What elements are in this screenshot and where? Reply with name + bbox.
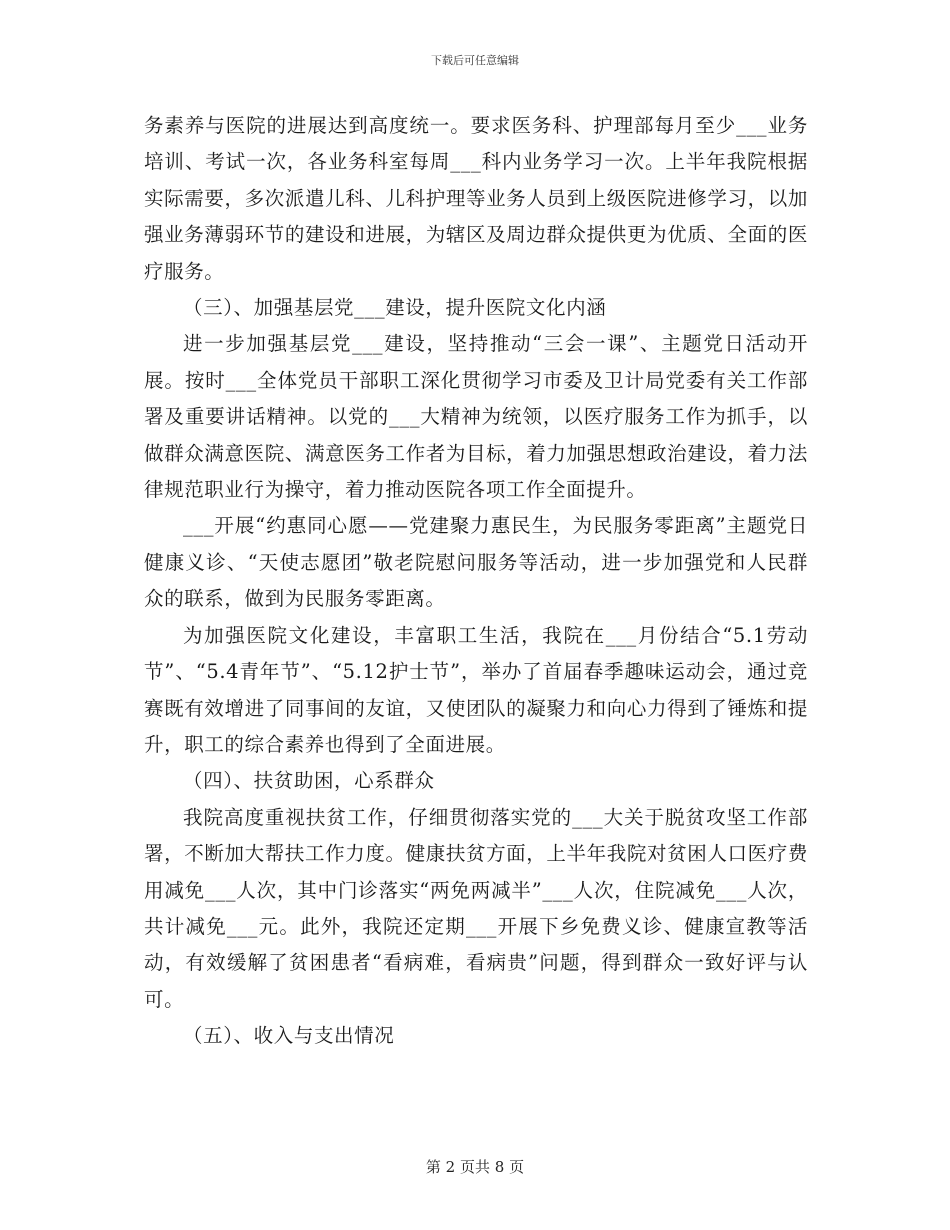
- paragraph-poverty-relief: 我院高度重视扶贫工作，仔细贯彻落实党的___大关于脱贫攻坚工作部署，不断加大帮扶工作力度。健康扶贫方面，上半年我院对贫困人口医疗费用减免___人次，其中门诊落实“两免两减半”___人次，住院减免___人次，共计减免___元。此外，我院还定期___开展下乡免费义诊、健康宣教等活动，有效缓解了贫困患者“看病难，看病贵”问题，得到群众一致好评与认可。: [144, 805, 808, 1011]
- document-body: [144, 108, 808, 1055]
- section-heading-4: （四）、扶贫助困，心系群众: [183, 769, 435, 793]
- paragraph-continuation: 务素养与医院的进展达到高度统一。要求医务科、护理部每月至少___业务培训、考试一次，各业务科室每周___科内业务学习一次。上半年我院根据实际需要，多次派遣儿科、儿科护理等业务人员到上级医院进修学习，以加强业务薄弱环节的建设和进展，为辖区及周边群众提供更为优质、全面的医疗服务。: [144, 114, 808, 283]
- section-heading-5: （五）、收入与支出情况: [183, 1024, 395, 1048]
- section-heading-3: （三）、加强基层党___建设，提升医院文化内涵: [183, 296, 607, 320]
- page-footer: 第 2 页共 8 页: [425, 1158, 525, 1176]
- page-header: 下载后可任意编辑: [431, 54, 519, 67]
- paragraph-culture: 为加强医院文化建设，丰富职工生活，我院在___月份结合“5.1劳动节”、“5.4青年节”、“5.12护士节”，举办了首届春季趣味运动会，通过竞赛既有效增进了同事间的友谊，又使团队的凝聚力和向心力得到了锤炼和提升，职工的综合素养也得到了全面进展。: [144, 623, 808, 756]
- paragraph-theme-day: ___开展“约惠同心愿——党建聚力惠民生，为民服务零距离”主题党日健康义诊、“天使志愿团”敬老院慰问服务等活动，进一步加强党和人民群众的联系，做到为民服务零距离。: [144, 514, 808, 611]
- paragraph-party-building: 进一步加强基层党___建设，坚持推动“三会一课”、主题党日活动开展。按时___全体党员干部职工深化贯彻学习市委及卫计局党委有关工作部署及重要讲话精神。以党的___大精神为统领，以医疗服务工作为抓手，以做群众满意医院、满意医务工作者为目标，着力加强思想政治建设，着力法律规范职业行为操守，着力推动医院各项工作全面提升。: [144, 332, 808, 502]
